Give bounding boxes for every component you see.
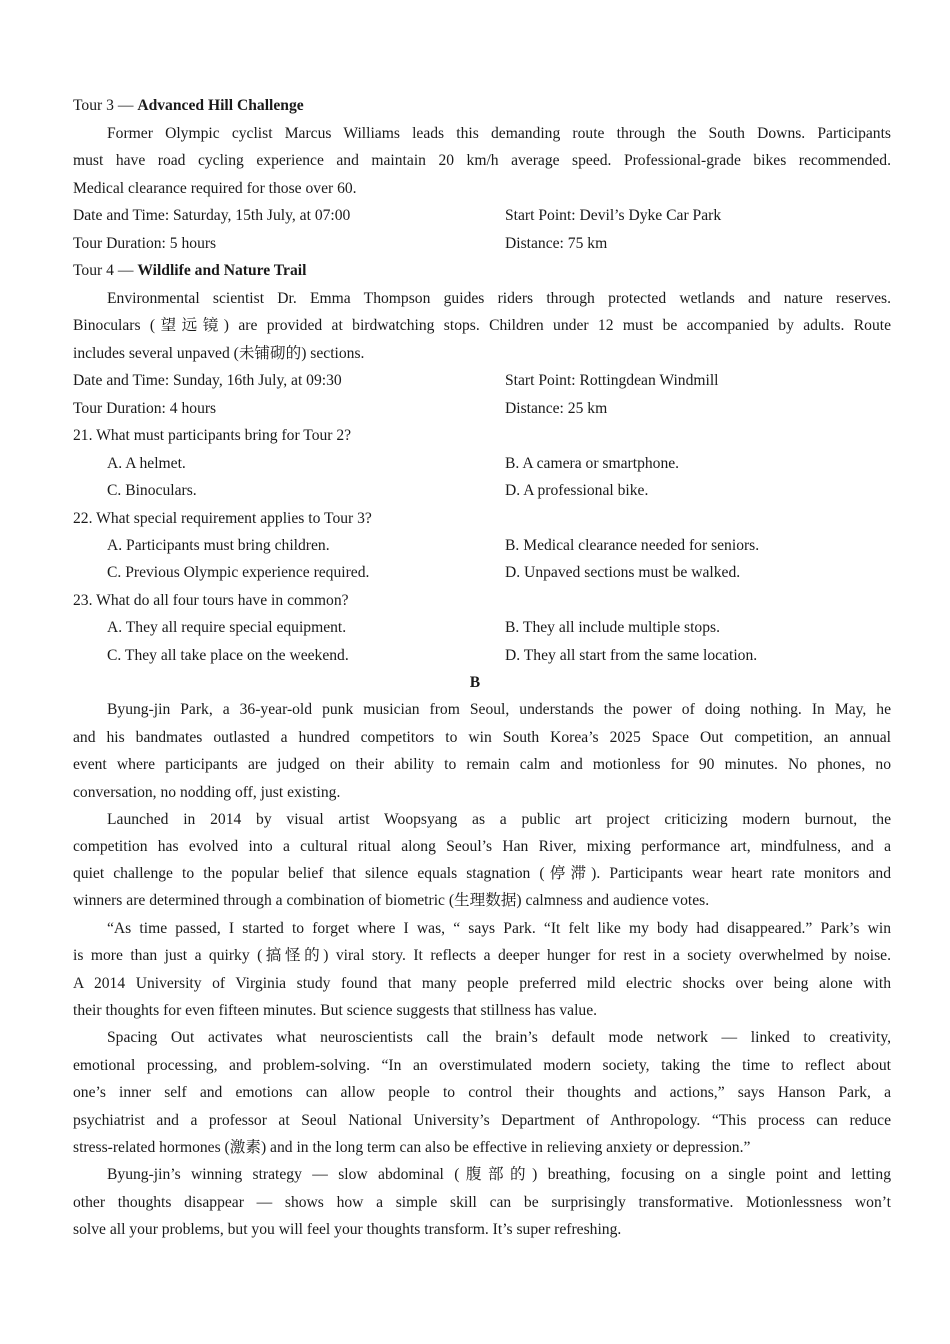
paragraph-line: and his bandmates outlasted a hundred competitors to win South Korea’s 2025 Space Out competition, an annual — [73, 729, 891, 746]
tour3-desc-line: Medical clearance required for those over 60. — [73, 180, 357, 197]
section-b-title: B — [469, 674, 481, 691]
tour3-duration: Tour Duration: 5 hours — [73, 235, 217, 252]
tour4-duration: Tour Duration: 4 hours — [73, 400, 217, 417]
option-b: B. Medical clearance needed for seniors. — [505, 537, 760, 554]
option-d: D. A professional bike. — [505, 482, 649, 499]
tour4-heading-prefix: Tour 4 — — [73, 262, 134, 279]
paragraph-line: other thoughts disappear — shows how a simple skill can be surprisingly transformative. Motionlessness won’t — [73, 1194, 891, 1211]
tour3-heading-prefix: Tour 3 — — [73, 97, 134, 114]
tour3-desc-line: Former Olympic cyclist Marcus Williams leads this demanding route through the South Downs. Participants — [107, 125, 891, 142]
option-b: B. A camera or smartphone. — [505, 455, 680, 472]
tour4-date-time: Date and Time: Sunday, 16th July, at 09:30 — [73, 372, 342, 389]
option-d: D. Unpaved sections must be walked. — [505, 564, 741, 581]
paragraph-line: Spacing Out activates what neuroscientists call the brain’s default mode network — linked to creativity, — [107, 1029, 891, 1046]
paragraph-line: quiet challenge to the popular belief that silence equals stagnation (停滞). Participants wear heart rate monitors and — [73, 865, 891, 882]
paragraph-line: competition has evolved into a cultural ritual along Seoul’s Han River, mixing performance art, mindfulness, and a — [73, 838, 891, 855]
option-c: C. Previous Olympic experience required. — [107, 564, 370, 581]
tour3-distance: Distance: 75 km — [505, 235, 608, 252]
tour3-heading — [73, 96, 304, 116]
paragraph-line: psychiatrist and a professor at Seoul National University’s Department of Anthropology. “This process can reduce — [73, 1112, 891, 1129]
tour3-start-point: Start Point: Devil’s Dyke Car Park — [505, 207, 722, 224]
tour4-desc-line: Binoculars (望远镜) are provided at birdwatching stops. Children under 12 must be accompanied by adults. Route — [73, 317, 891, 334]
option-d: D. They all start from the same location. — [505, 647, 758, 664]
option-a: A. A helmet. — [107, 455, 186, 472]
option-b: B. They all include multiple stops. — [505, 619, 720, 636]
paragraph-line: their thoughts for even fifteen minutes. But science suggests that stillness has value. — [73, 1002, 598, 1019]
tour3-date-time: Date and Time: Saturday, 15th July, at 07:00 — [73, 207, 351, 224]
option-c: C. Binoculars. — [107, 482, 197, 499]
tour4-desc-line: Environmental scientist Dr. Emma Thompson guides riders through protected wetlands and nature reserves. — [107, 290, 891, 307]
option-a: A. They all require special equipment. — [107, 619, 347, 636]
question-stem: 22. What special requirement applies to Tour 3? — [73, 510, 372, 527]
tour4-desc-line: includes several unpaved (未铺砌的) sections. — [73, 345, 365, 362]
option-c: C. They all take place on the weekend. — [107, 647, 349, 664]
paragraph-line: A 2014 University of Virginia study found that many people preferred mild electric shocks over being alone with — [73, 975, 891, 992]
tour4-heading-title: Wildlife and Nature Trail — [137, 262, 307, 279]
paragraph-line: is more than just a quirky (搞怪的) viral story. It reflects a deeper hunger for rest in a society overwhelmed by noise. — [73, 947, 891, 964]
paragraph-line: “As time passed, I started to forget where I was, “ says Park. “It felt like my body had disappeared.” Park’s win — [107, 920, 891, 937]
paragraph-line: emotional processing, and problem-solving. “In an overstimulated modern society, taking the time to reflect about — [73, 1057, 891, 1074]
paragraph-line: stress-related hormones (激素) and in the long term can also be effective in relieving anxiety or depression.” — [73, 1139, 751, 1156]
option-a: A. Participants must bring children. — [107, 537, 330, 554]
tour3-heading-title: Advanced Hill Challenge — [137, 97, 304, 114]
paragraph-line: one’s inner self and emotions can allow people to control their thoughts and actions,” says Hanson Park, a — [73, 1084, 891, 1101]
tour4-heading — [73, 261, 306, 281]
paragraph-line: conversation, no nodding off, just existing. — [73, 784, 341, 801]
tour4-distance: Distance: 25 km — [505, 400, 608, 417]
tour3-desc-line: must have road cycling experience and maintain 20 km/h average speed. Professional-grade bikes recommended. — [73, 152, 891, 169]
tour4-start-point: Start Point: Rottingdean Windmill — [505, 372, 719, 389]
paragraph-line: solve all your problems, but you will feel your thoughts transform. It’s super refreshing. — [73, 1221, 622, 1238]
paragraph-line: Launched in 2014 by visual artist Woopsyang as a public art project criticizing modern burnout, the — [107, 811, 891, 828]
paragraph-line: Byung-jin’s winning strategy — slow abdominal (腹部的) breathing, focusing on a single point and letting — [107, 1166, 891, 1183]
question-stem: 21. What must participants bring for Tour 2? — [73, 427, 352, 444]
paragraph-line: event where participants are judged on their ability to remain calm and motionless for 90 minutes. No phones, no — [73, 756, 891, 773]
question-stem: 23. What do all four tours have in common? — [73, 592, 349, 609]
paragraph-line: Byung-jin Park, a 36-year-old punk musician from Seoul, understands the power of doing nothing. In May, he — [107, 701, 891, 718]
paragraph-line: winners are determined through a combination of biometric (生理数据) calmness and audience votes. — [73, 892, 710, 909]
